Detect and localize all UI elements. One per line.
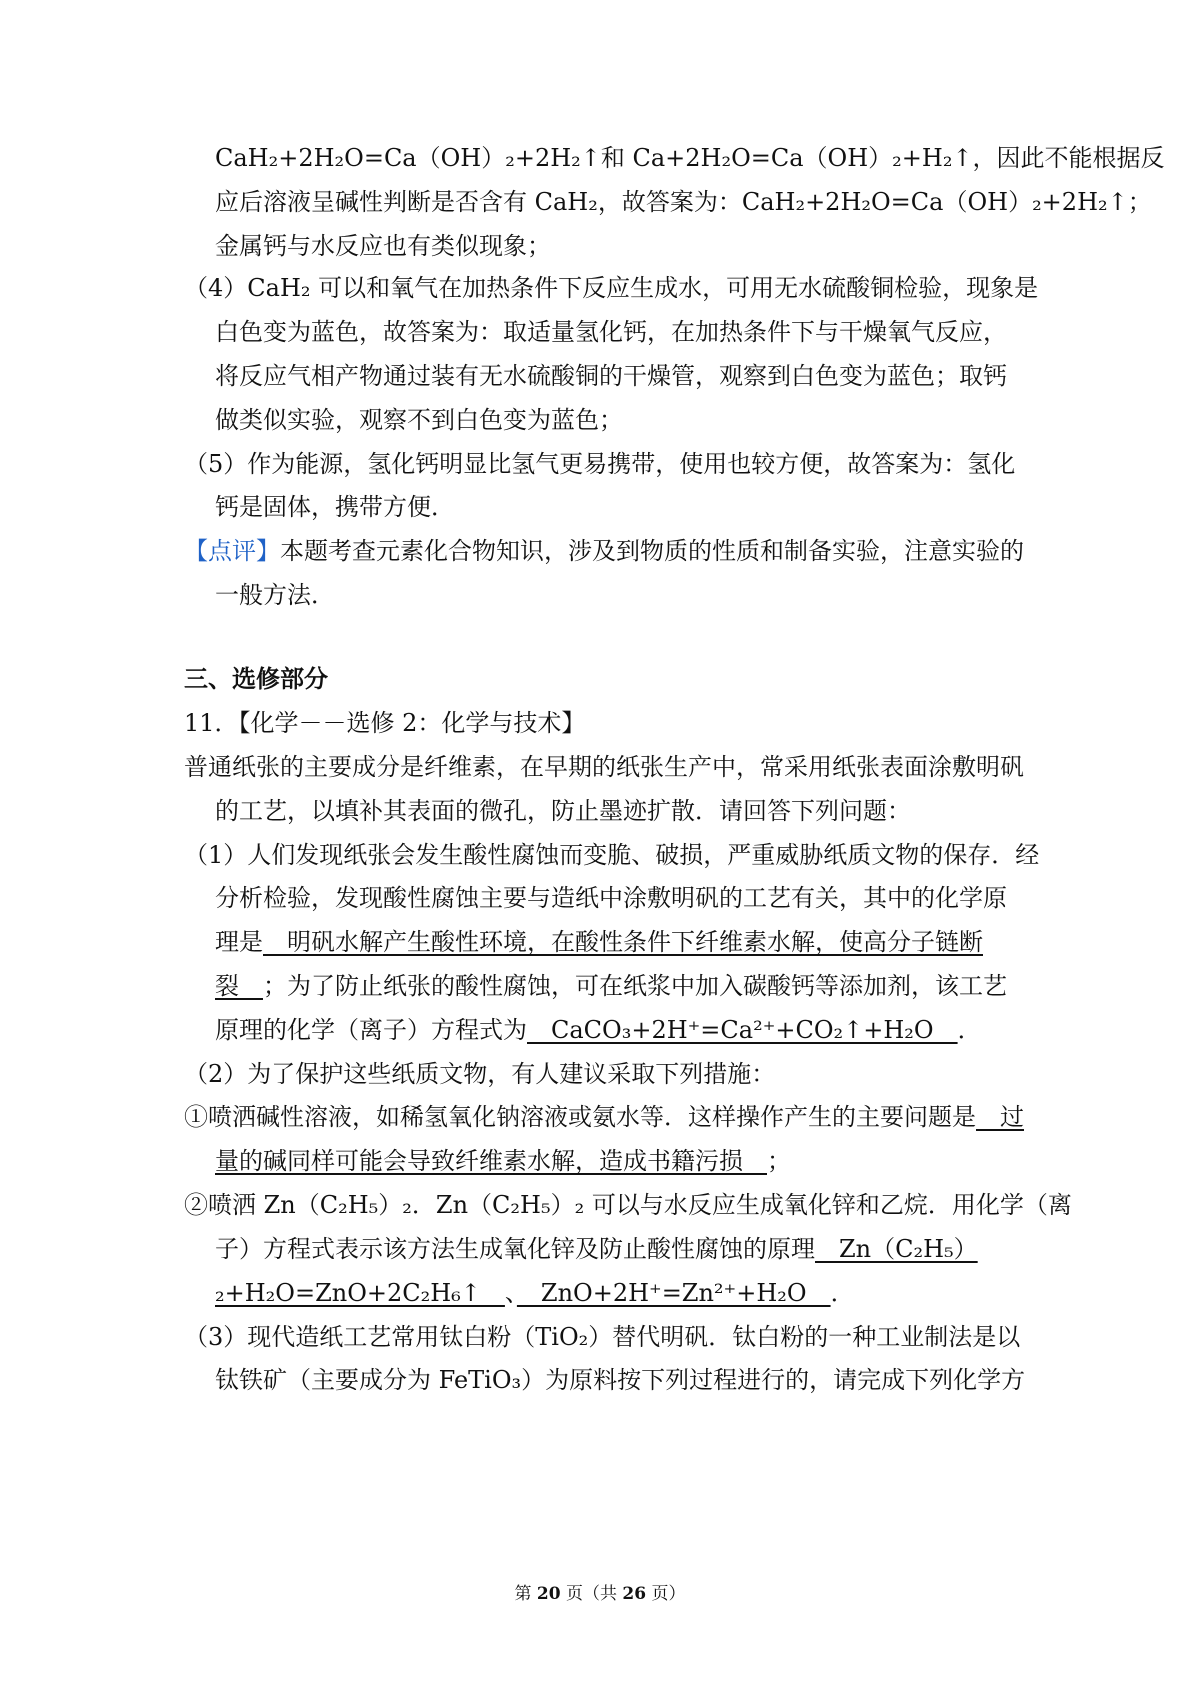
text-segment: ． <box>830 1279 855 1307</box>
answer-blank: 裂 <box>215 972 263 1000</box>
text-line: 钙是固体，携带方便． <box>215 493 455 521</box>
text-segment: 原理的化学（离子）方程式为 <box>215 1016 527 1044</box>
text-line: （1）人们发现纸张会发生酸性腐蚀而变脆、破损，严重威胁纸质文物的保存．经 <box>184 841 1040 869</box>
answer-blank: 明矾水解产生酸性环境，在酸性条件下纤维素水解，使高分子链断 <box>263 928 983 956</box>
text-line: （2）为了保护这些纸质文物，有人建议采取下列措施： <box>184 1060 776 1088</box>
text-line: 分析检验，发现酸性腐蚀主要与造纸中涂敷明矾的工艺有关，其中的化学原 <box>215 884 1007 912</box>
page-total: 26 <box>622 1584 647 1604</box>
text-line: 的工艺，以填补其表面的微孔，防止墨迹扩散．请回答下列问题： <box>215 797 911 825</box>
text-line: （3）现代造纸工艺常用钛白粉（TiO₂）替代明矾．钛白粉的一种工业制法是以 <box>184 1323 1021 1351</box>
text-segment: ． <box>957 1016 982 1044</box>
text-line <box>215 1276 855 1310</box>
text-line: 一般方法． <box>215 581 335 609</box>
text-line: 普通纸张的主要成分是纤维素，在早期的纸张生产中，常采用纸张表面涂敷明矾 <box>184 753 1024 781</box>
page-number: 20 <box>536 1584 561 1604</box>
text-segment: ；为了防止纸张的酸性腐蚀，可在纸浆中加入碳酸钙等添加剂，该工艺 <box>263 972 1007 1000</box>
text-line <box>215 969 1007 1003</box>
answer-blank: 过 <box>976 1103 1024 1131</box>
answer-blank: CaCO₃+2H⁺=Ca²⁺+CO₂↑+H₂O <box>527 1016 958 1044</box>
answer-blank: ZnO+2H⁺=Zn²⁺+H₂O <box>516 1279 831 1307</box>
text-line: 金属钙与水反应也有类似现象； <box>215 232 551 260</box>
text-line: 钛铁矿（主要成分为 FeTiO₃）为原料按下列过程进行的，请完成下列化学方 <box>215 1366 1026 1394</box>
text-segment: 子）方程式表示该方法生成氧化锌及防止酸性腐蚀的原理 <box>215 1235 815 1263</box>
text-segment: ； <box>767 1147 791 1175</box>
text-line: （4）CaH₂ 可以和氧气在加热条件下反应生成水，可用无水硫酸铜检验，现象是 <box>184 274 1039 302</box>
text-segment: 、 <box>504 1279 517 1307</box>
answer-blank: ₂+H₂O=ZnO+2C₂H₆↑ <box>215 1279 505 1307</box>
section-heading: 三、选修部分 <box>184 664 328 693</box>
text-line <box>215 925 983 959</box>
text-line: （5）作为能源，氢化钙明显比氢气更易携带，使用也较方便，故答案为：氢化 <box>184 450 1016 478</box>
text-line: 做类似实验，观察不到白色变为蓝色； <box>215 406 623 434</box>
text-line: ②喷洒 Zn（C₂H₅）₂．Zn（C₂H₅）₂ 可以与水反应生成氧化锌和乙烷．用化学（离 <box>184 1191 1072 1219</box>
text-line <box>215 1013 982 1047</box>
answer-blank: Zn（C₂H₅） <box>815 1235 978 1263</box>
comment-tag: 【点评】 <box>184 537 280 565</box>
text-segment: ①喷洒碱性溶液，如稀氢氧化钠溶液或氨水等．这样操作产生的主要问题是 <box>184 1103 976 1131</box>
text-line: 将反应气相产物通过装有无水硫酸铜的干燥管，观察到白色变为蓝色；取钙 <box>215 362 1007 390</box>
comment-line <box>184 534 1024 568</box>
question-title: 11．【化学－－选修 2：化学与技术】 <box>184 709 586 737</box>
footer-middle: 页（共 <box>560 1584 623 1604</box>
footer-suffix: 页） <box>646 1584 686 1604</box>
text-line <box>215 1232 978 1266</box>
page-footer <box>0 1583 1200 1605</box>
comment-text: 本题考查元素化合物知识，涉及到物质的性质和制备实验，注意实验的 <box>280 537 1024 565</box>
footer-prefix: 第 <box>514 1584 537 1604</box>
text-line <box>184 1100 1024 1134</box>
text-line: CaH₂+2H₂O=Ca（OH）₂+2H₂↑和 Ca+2H₂O=Ca（OH）₂+H₂↑，因此不能根据反 <box>215 144 1165 172</box>
text-line: 白色变为蓝色，故答案为：取适量氢化钙，在加热条件下与干燥氧气反应， <box>215 318 1007 346</box>
answer-blank: 量的碱同样可能会导致纤维素水解，造成书籍污损 <box>215 1147 767 1175</box>
text-line: 应后溶液呈碱性判断是否含有 CaH₂，故答案为：CaH₂+2H₂O=Ca（OH）₂+2H₂↑； <box>215 188 1152 216</box>
text-segment: 理是 <box>215 928 263 956</box>
text-line <box>215 1144 791 1178</box>
